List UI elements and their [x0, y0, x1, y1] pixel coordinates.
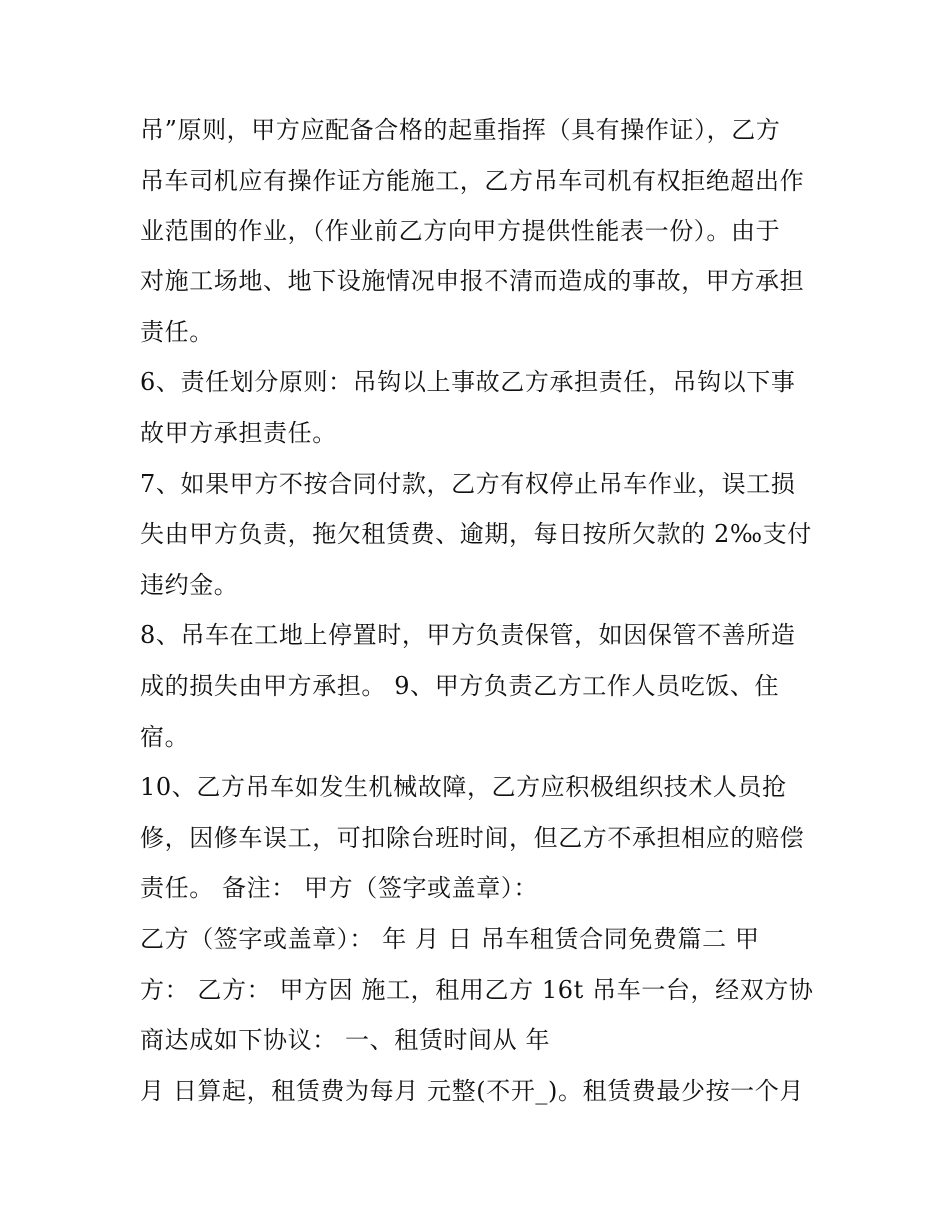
text-line: 责任。 备注： 甲方（签字或盖章）： — [140, 874, 539, 902]
text-line: 对施工场地、地下设施情况申报不清而造成的事故，甲方承担 — [140, 267, 805, 295]
text-line: 6、责任划分原则：吊钩以上事故乙方承担责任，吊钩以下事 — [140, 368, 796, 396]
text-line: 成的损失由甲方承担。 9、甲方负责乙方工作人员吃饭、住 — [140, 672, 780, 700]
text-line: 吊”原则，甲方应配备合格的起重指挥（具有操作证），乙方 — [140, 116, 781, 144]
text-line: 乙方（签字或盖章）： 年 月 日 吊车租赁合同免费篇二 甲 — [140, 925, 760, 953]
text-line: 失由甲方负责，拖欠租赁费、逾期，每日按所欠款的 2‰支付 — [140, 520, 812, 548]
text-line: 违约金。 — [140, 571, 239, 599]
text-line: 修，因修车误工，可扣除台班时间，但乙方不承担相应的赔偿 — [140, 824, 805, 852]
text-line: 宿。 — [140, 723, 190, 751]
text-line: 责任。 — [140, 318, 214, 346]
text-line: 商达成如下协议： 一、租赁时间从 年 — [140, 1026, 551, 1054]
text-line: 吊车司机应有操作证方能施工，乙方吊车司机有权拒绝超出作 — [140, 167, 805, 195]
text-line: 月 日算起，租赁费为每月 元整(不开_)。租赁费最少按一个月 — [140, 1077, 804, 1105]
text-line: 业范围的作业，（作业前乙方向甲方提供性能表一份）。由于 — [140, 217, 781, 245]
text-line: 故甲方承担责任。 — [140, 419, 337, 447]
text-line: 7、如果甲方不按合同付款，乙方有权停止吊车作业，误工损 — [140, 470, 796, 498]
text-line: 10、乙方吊车如发生机械故障，乙方应积极组织技术人员抢 — [140, 773, 787, 801]
text-line: 8、吊车在工地上停置时，甲方负责保管，如因保管不善所造 — [140, 621, 796, 649]
text-line: 方： 乙方： 甲方因 施工，租用乙方 16t 吊车一台，经双方协 — [140, 976, 814, 1004]
